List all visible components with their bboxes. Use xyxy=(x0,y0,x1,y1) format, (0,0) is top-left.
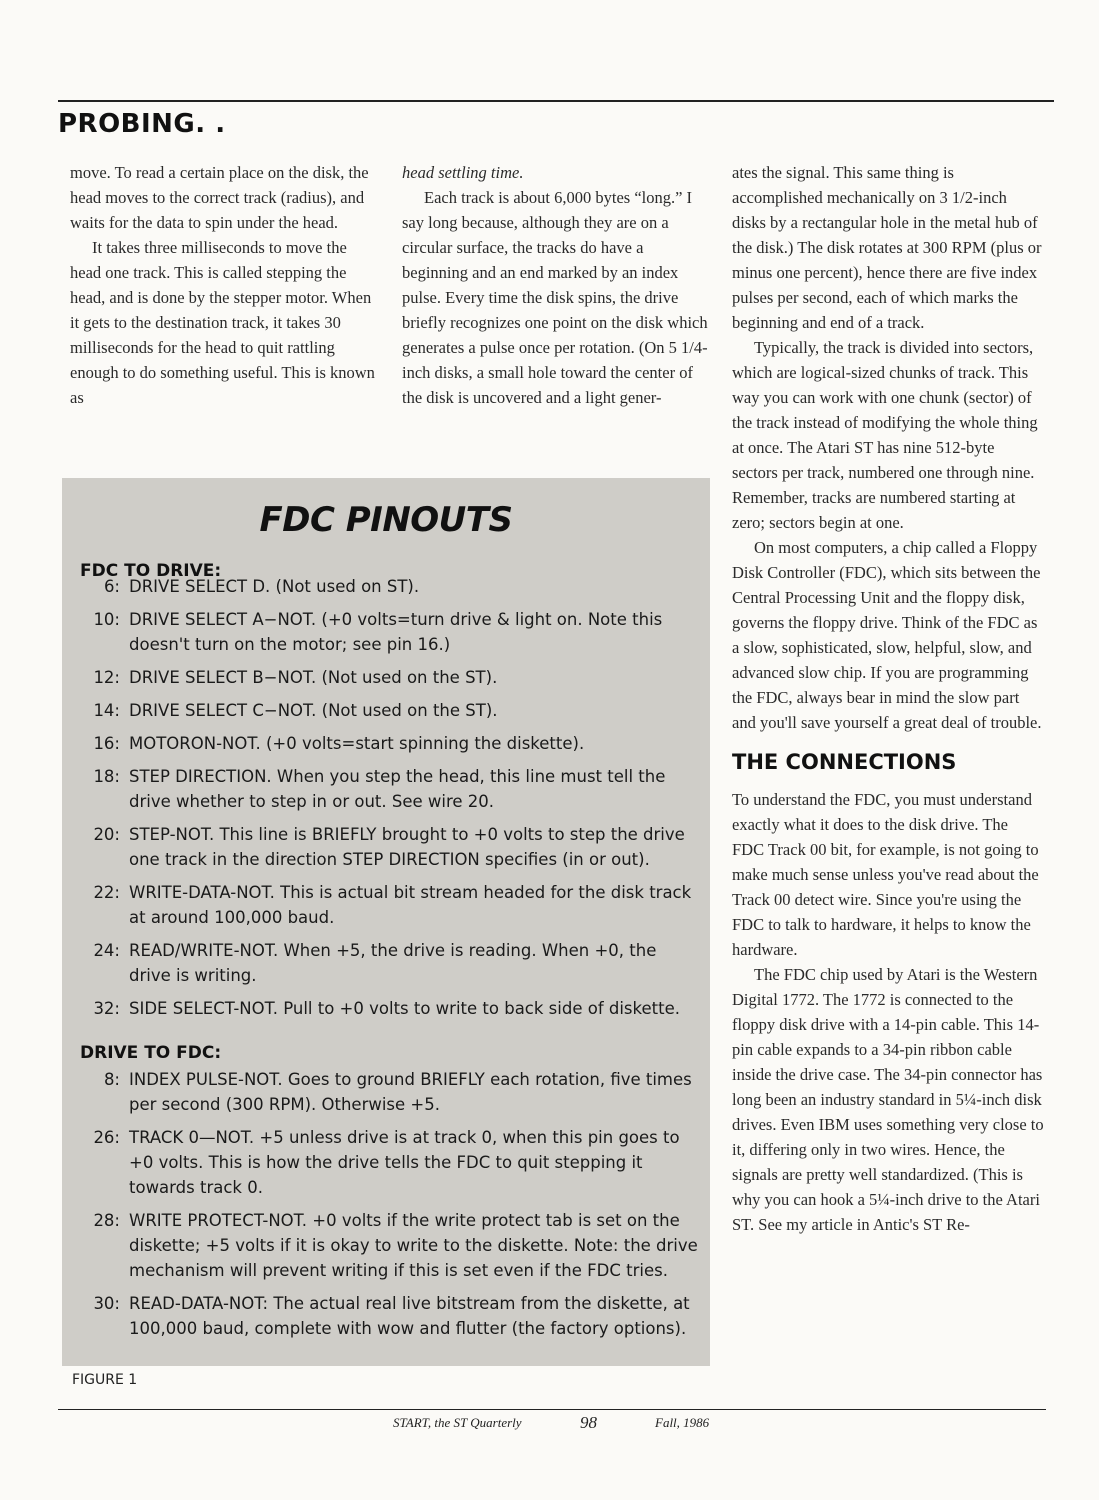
paragraph: ates the signal. This same thing is accomplished mechanically on 3 1/2-inch disks by a rectangular hole in the metal hub of the disk.) The disk rotates at 300 RPM (plus or minus one percent), hence there are five index pulses per second, each of which marks the beginning and end of a track. xyxy=(732,163,1042,332)
group-title-drive-to-fdc: DRIVE TO FDC: xyxy=(80,1043,222,1063)
group-title-fdc-to-drive: FDC TO DRIVE: xyxy=(80,561,222,581)
pin-number: 26: xyxy=(93,1128,120,1147)
column-1 xyxy=(70,160,375,410)
pin-number: 22: xyxy=(93,883,120,902)
column-2 xyxy=(402,160,712,410)
fdc-pinouts-figure xyxy=(62,478,710,1366)
paragraph: head settling time. xyxy=(402,163,524,182)
paragraph: The FDC chip used by Atari is the Western Digital 1772. The 1772 is connected to the floppy disk drive with a 14-pin cable. This 14-pin cable expands to a 34-pin ribbon cable inside the drive case. The 34-pin connector has long been an industry standard in 5¼-inch disk drives. Even IBM uses something very close to it, differing only in two wires. Hence, the signals are pretty well standardized. (This is why you can hook a 5¼-inch drive to the Atari ST. See my article in Antic's ST Re- xyxy=(732,965,1044,1234)
pin-number: 20: xyxy=(93,825,120,844)
top-rule xyxy=(58,100,1054,102)
pin-description: MOTORON-NOT. (+0 volts=start spinning the diskette). xyxy=(129,734,585,753)
pin-description: READ/WRITE-NOT. When +5, the drive is reading. When +0, the drive is writing. xyxy=(129,941,657,985)
pin-entry xyxy=(72,1208,702,1283)
paragraph: Each track is about 6,000 bytes “long.” I say long because, although they are on a circular surface, the tracks do have a beginning and an end marked by an index pulse. Every time the disk spins, the drive briefly recognizes one point on the disk which generates a pulse once per rotation. (On 5 1/4-inch disks, a small hole toward the center of the disk is uncovered and a light gener- xyxy=(402,188,708,407)
paragraph: To understand the FDC, you must understand exactly what it does to the disk drive. The FDC Track 00 bit, for example, is not going to make much sense unless you've read about the Track 00 detect wire. Since you're using the FDC to talk to hardware, it helps to know the hardware. xyxy=(732,790,1039,959)
pin-list-drive-to-fdc xyxy=(72,1067,702,1349)
pin-number: 24: xyxy=(93,941,120,960)
pin-list-fdc-to-drive xyxy=(72,574,702,1029)
pin-description: WRITE PROTECT-NOT. +0 volts if the write protect tab is set on the diskette; +5 volts if it is okay to write to the diskette. Note: the drive mechanism will prevent writing if this is set even if the FDC tries. xyxy=(129,1211,698,1280)
pin-number: 14: xyxy=(93,701,120,720)
pin-number: 18: xyxy=(93,767,120,786)
paragraph: move. To read a certain place on the disk, the head moves to the correct track (radius), and waits for the data to spin under the head. xyxy=(70,163,369,232)
pin-entry xyxy=(72,574,702,599)
figure-label: FIGURE 1 xyxy=(72,1372,138,1388)
pin-description: SIDE SELECT-NOT. Pull to +0 volts to write to back side of diskette. xyxy=(129,999,680,1018)
column-3 xyxy=(732,160,1044,1237)
pin-description: READ-DATA-NOT: The actual real live bitstream from the diskette, at 100,000 baud, complete with wow and flutter (the factory options). xyxy=(129,1294,690,1338)
pin-entry xyxy=(72,996,702,1021)
pin-description: TRACK 0—NOT. +5 unless drive is at track 0, when this pin goes to +0 volts. This is how the drive tells the FDC to quit stepping it towards track 0. xyxy=(129,1128,680,1197)
pin-number: 30: xyxy=(93,1294,120,1313)
pin-entry xyxy=(72,764,702,814)
pin-description: STEP-NOT. This line is BRIEFLY brought to +0 volts to step the drive one track in the direction STEP DIRECTION specifies (in or out). xyxy=(129,825,685,869)
pin-entry xyxy=(72,731,702,756)
pin-entry xyxy=(72,938,702,988)
paragraph: On most computers, a chip called a Floppy Disk Controller (FDC), which sits between the Central Processing Unit and the floppy disk, governs the floppy drive. Think of the FDC as a slow, sophisticated, slow, helpful, slow, and advanced slow chip. If you are programming the FDC, always bear in mind the slow part and you'll save yourself a great deal of trouble. xyxy=(732,538,1042,732)
pin-number: 28: xyxy=(93,1211,120,1230)
bottom-rule xyxy=(58,1409,1046,1410)
pin-entry xyxy=(72,1067,702,1117)
paragraph: It takes three milliseconds to move the head one track. This is called stepping the head, and is done by the stepper motor. When it gets to the destination track, it takes 30 milliseconds for the head to quit rattling enough to do something useful. This is known as xyxy=(70,238,375,407)
pin-number: 6: xyxy=(103,577,120,596)
pin-entry xyxy=(72,1291,702,1341)
pin-number: 16: xyxy=(93,734,120,753)
section-title: PROBING. . xyxy=(58,109,226,139)
pin-number: 10: xyxy=(93,610,120,629)
paragraph: Typically, the track is divided into sectors, which are logical-sized chunks of track. This way you can work with one chunk (sector) of the track instead of modifying the whole thing at once. The Atari ST has nine 512-byte sectors per track, numbered one through nine. Remember, tracks are numbered starting at zero; sectors begin at one. xyxy=(732,338,1038,532)
footer-magazine: START, the ST Quarterly xyxy=(393,1415,522,1430)
pin-entry xyxy=(72,607,702,657)
footer-page-number: 98 xyxy=(580,1413,597,1432)
pin-description: WRITE-DATA-NOT. This is actual bit stream headed for the disk track at around 100,000 baud. xyxy=(129,883,692,927)
footer-issue: Fall, 1986 xyxy=(655,1415,710,1430)
pin-entry xyxy=(72,822,702,872)
pin-description: DRIVE SELECT D. (Not used on ST). xyxy=(129,577,420,596)
pin-description: STEP DIRECTION. When you step the head, this line must tell the drive whether to step in or out. See wire 20. xyxy=(129,767,666,811)
pin-entry xyxy=(72,665,702,690)
pin-number: 12: xyxy=(93,668,120,687)
pin-number: 8: xyxy=(103,1070,120,1089)
connections-heading: THE CONNECTIONS xyxy=(732,750,957,774)
pin-description: DRIVE SELECT B−NOT. (Not used on the ST). xyxy=(129,668,498,687)
pin-entry xyxy=(72,880,702,930)
pin-entry xyxy=(72,1125,702,1200)
pin-description: DRIVE SELECT A−NOT. (+0 volts=turn drive & light on. Note this doesn't turn on the motor; see pin 16.) xyxy=(129,610,663,654)
pin-number: 32: xyxy=(93,999,120,1018)
pin-description: INDEX PULSE-NOT. Goes to ground BRIEFLY each rotation, five times per second (300 RPM). Otherwise +5. xyxy=(129,1070,692,1114)
pin-entry xyxy=(72,698,702,723)
figure-title: FDC PINOUTS xyxy=(259,500,513,540)
pin-description: DRIVE SELECT C−NOT. (Not used on the ST). xyxy=(129,701,498,720)
